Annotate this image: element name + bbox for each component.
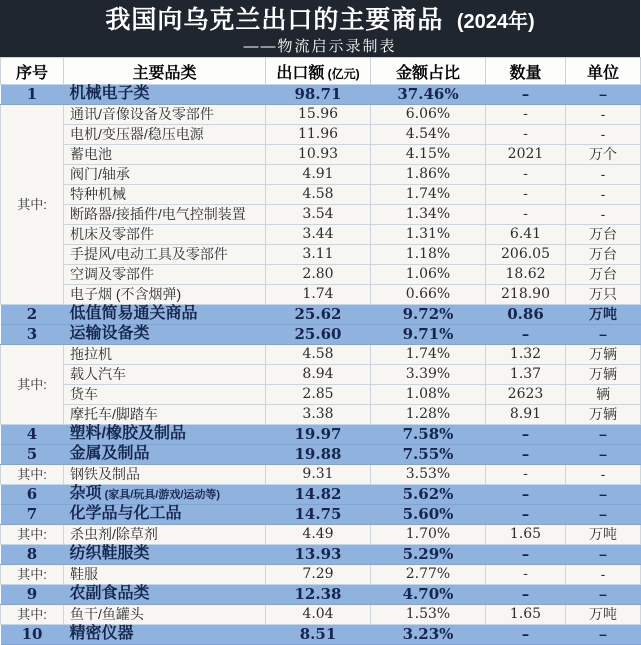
cell-unit: 万只 [566, 285, 641, 305]
cell-category-name: 电子烟 (不含烟弹) [64, 285, 266, 305]
cell-export-amount: 19.97 [266, 425, 371, 445]
title-bar [0, 0, 640, 57]
cell-serial-number: 2 [1, 305, 64, 325]
cell-export-amount: 3.54 [266, 205, 371, 225]
cell-quantity: 2021 [486, 145, 566, 165]
category-row [1, 305, 641, 325]
sub-item-row [1, 345, 641, 365]
col-header-export: 出口额 (亿元) [266, 58, 371, 85]
cell-amount-share: 1.53% [371, 605, 486, 625]
cell-amount-share: 4.15% [371, 145, 486, 165]
cell-quantity: 0.86 [486, 305, 566, 325]
sub-item-row [1, 385, 641, 405]
cell-unit: – [566, 505, 641, 525]
qizhong-label: 其中: [1, 525, 64, 545]
cell-unit: 万台 [566, 265, 641, 285]
cell-amount-share: 5.60% [371, 505, 486, 525]
col-header-unit: 单位 [566, 58, 641, 85]
sub-item-row [1, 105, 641, 125]
cell-export-amount: 12.38 [266, 585, 371, 605]
cell-unit: 万台 [566, 225, 641, 245]
cell-quantity: 206.05 [486, 245, 566, 265]
cell-serial-number: 7 [1, 505, 64, 525]
cell-unit: – [566, 585, 641, 605]
cell-category-name: 通讯/音像设备及零部件 [64, 105, 266, 125]
qizhong-label: 其中: [1, 345, 64, 425]
cell-amount-share: 4.54% [371, 125, 486, 145]
cell-export-amount: 4.49 [266, 525, 371, 545]
cell-amount-share: 7.58% [371, 425, 486, 445]
cell-category-name: 低值简易通关商品 [64, 305, 266, 325]
sub-item-row [1, 565, 641, 585]
cell-serial-number: 5 [1, 445, 64, 465]
cell-export-amount: 8.94 [266, 365, 371, 385]
cell-unit: – [566, 85, 641, 105]
cell-amount-share: 37.46% [371, 85, 486, 105]
cell-export-amount: 13.93 [266, 545, 371, 565]
cell-export-amount: 10.93 [266, 145, 371, 165]
cell-quantity: 18.62 [486, 265, 566, 285]
cell-amount-share: 7.55% [371, 445, 486, 465]
cell-amount-share: 1.18% [371, 245, 486, 265]
cell-category-name: 鞋服 [64, 565, 266, 585]
cell-quantity: – [486, 325, 566, 345]
cell-amount-share: 9.72% [371, 305, 486, 325]
cell-category-name: 电机/变压器/稳压电源 [64, 125, 266, 145]
cell-category-name: 钢铁及制品 [64, 465, 266, 485]
cell-export-amount: 14.75 [266, 505, 371, 525]
cell-quantity: 1.37 [486, 365, 566, 385]
qizhong-label: 其中: [1, 605, 64, 625]
sub-item-row [1, 285, 641, 305]
cell-amount-share: 6.06% [371, 105, 486, 125]
cell-category-name: 杀虫剂/除草剂 [64, 525, 266, 545]
cell-unit: – [566, 425, 641, 445]
cell-amount-share: 5.29% [371, 545, 486, 565]
page-subtitle: ——物流启示录制表 [243, 38, 397, 55]
cell-quantity: – [486, 485, 566, 505]
cell-quantity: - [486, 105, 566, 125]
cell-quantity: 8.91 [486, 405, 566, 425]
cell-export-amount: 11.96 [266, 125, 371, 145]
cell-export-amount: 1.74 [266, 285, 371, 305]
sub-item-row [1, 225, 641, 245]
cell-unit: 辆 [566, 385, 641, 405]
category-row [1, 625, 641, 645]
cell-quantity: – [486, 445, 566, 465]
col-header-category: 主要品类 [64, 58, 266, 85]
qizhong-label: 其中: [1, 105, 64, 305]
cell-unit: - [566, 465, 641, 485]
cell-amount-share: 1.06% [371, 265, 486, 285]
cell-amount-share: 1.34% [371, 205, 486, 225]
cell-unit: 万辆 [566, 365, 641, 385]
cell-category-name: 鱼干/鱼罐头 [64, 605, 266, 625]
cell-category-name: 拖拉机 [64, 345, 266, 365]
cell-amount-share: 9.71% [371, 325, 486, 345]
category-row [1, 445, 641, 465]
cell-export-amount: 25.60 [266, 325, 371, 345]
sub-item-row [1, 205, 641, 225]
cell-category-name: 载人汽车 [64, 365, 266, 385]
sub-item-row [1, 465, 641, 485]
col-header-no: 序号 [1, 58, 64, 85]
cell-export-amount: 4.58 [266, 345, 371, 365]
cell-export-amount: 25.62 [266, 305, 371, 325]
cell-unit: - [566, 205, 641, 225]
cell-category-note: (家具/玩具/游戏/运动等) [101, 489, 221, 502]
cell-unit: - [566, 125, 641, 145]
cell-category-name: 机械电子类 [64, 85, 266, 105]
table-header-row [1, 58, 641, 85]
cell-category-name: 阀门/轴承 [64, 165, 266, 185]
cell-unit: – [566, 625, 641, 645]
cell-category-name: 塑料/橡胶及制品 [64, 425, 266, 445]
category-row [1, 425, 641, 445]
cell-category-name: 机床及零部件 [64, 225, 266, 245]
sub-item-row [1, 405, 641, 425]
export-commodities-table [0, 57, 641, 645]
cell-unit: – [566, 325, 641, 345]
cell-export-amount: 3.38 [266, 405, 371, 425]
cell-quantity: - [486, 565, 566, 585]
cell-export-amount: 4.91 [266, 165, 371, 185]
cell-amount-share: 1.74% [371, 185, 486, 205]
cell-unit: 万吨 [566, 305, 641, 325]
page-title [0, 5, 640, 37]
cell-category-name: 蓄电池 [64, 145, 266, 165]
cell-category-name: 断路器/接插件/电气控制装置 [64, 205, 266, 225]
sub-item-row [1, 605, 641, 625]
category-row [1, 485, 641, 505]
cell-quantity: - [486, 165, 566, 185]
cell-export-amount: 98.71 [266, 85, 371, 105]
sub-item-row [1, 125, 641, 145]
cell-category-name: 杂项 (家具/玩具/游戏/运动等) [64, 485, 266, 505]
cell-quantity: 1.65 [486, 605, 566, 625]
cell-export-amount: 15.96 [266, 105, 371, 125]
col-header-qty: 数量 [486, 58, 566, 85]
cell-quantity: 218.90 [486, 285, 566, 305]
cell-unit: - [566, 185, 641, 205]
cell-serial-number: 8 [1, 545, 64, 565]
cell-category-name: 空调及零部件 [64, 265, 266, 285]
cell-serial-number: 3 [1, 325, 64, 345]
cell-serial-number: 10 [1, 625, 64, 645]
cell-quantity: - [486, 185, 566, 205]
cell-export-amount: 8.51 [266, 625, 371, 645]
cell-category-name: 摩托车/脚踏车 [64, 405, 266, 425]
cell-category-name: 纺织鞋服类 [64, 545, 266, 565]
cell-unit: 万吨 [566, 605, 641, 625]
cell-amount-share: 3.39% [371, 365, 486, 385]
cell-quantity: 2623 [486, 385, 566, 405]
cell-amount-share: 0.66% [371, 285, 486, 305]
cell-amount-share: 2.77% [371, 565, 486, 585]
category-row [1, 585, 641, 605]
cell-amount-share: 1.08% [371, 385, 486, 405]
sub-item-row [1, 365, 641, 385]
col-header-share: 金额占比 [371, 58, 486, 85]
sub-item-row [1, 165, 641, 185]
cell-export-amount: 3.11 [266, 245, 371, 265]
cell-quantity: 1.32 [486, 345, 566, 365]
cell-amount-share: 1.31% [371, 225, 486, 245]
col-header-export-note: (亿元) [324, 66, 360, 81]
cell-unit: 万个 [566, 145, 641, 165]
cell-amount-share: 1.74% [371, 345, 486, 365]
cell-amount-share: 1.28% [371, 405, 486, 425]
cell-quantity: – [486, 85, 566, 105]
cell-unit: – [566, 445, 641, 465]
cell-export-amount: 3.44 [266, 225, 371, 245]
cell-quantity: – [486, 425, 566, 445]
cell-quantity: - [486, 465, 566, 485]
cell-category-name: 运输设备类 [64, 325, 266, 345]
cell-export-amount: 9.31 [266, 465, 371, 485]
cell-amount-share: 5.62% [371, 485, 486, 505]
cell-category-name: 特种机械 [64, 185, 266, 205]
cell-quantity: - [486, 125, 566, 145]
cell-category-name: 手提风/电动工具及零部件 [64, 245, 266, 265]
cell-export-amount: 2.85 [266, 385, 371, 405]
sub-item-row [1, 185, 641, 205]
cell-serial-number: 9 [1, 585, 64, 605]
cell-amount-share: 4.70% [371, 585, 486, 605]
category-row [1, 85, 641, 105]
cell-amount-share: 3.53% [371, 465, 486, 485]
cell-quantity: – [486, 585, 566, 605]
sub-item-row [1, 245, 641, 265]
cell-quantity: 6.41 [486, 225, 566, 245]
cell-serial-number: 6 [1, 485, 64, 505]
cell-serial-number: 1 [1, 85, 64, 105]
cell-unit: – [566, 485, 641, 505]
cell-amount-share: 3.23% [371, 625, 486, 645]
category-row [1, 505, 641, 525]
category-row [1, 325, 641, 345]
cell-quantity: – [486, 545, 566, 565]
cell-category-name: 农副食品类 [64, 585, 266, 605]
sub-item-row [1, 525, 641, 545]
qizhong-label: 其中: [1, 565, 64, 585]
cell-amount-share: 1.70% [371, 525, 486, 545]
cell-export-amount: 7.29 [266, 565, 371, 585]
cell-quantity: – [486, 625, 566, 645]
cell-unit: 万辆 [566, 405, 641, 425]
cell-export-amount: 14.82 [266, 485, 371, 505]
sub-item-row [1, 265, 641, 285]
cell-unit: – [566, 545, 641, 565]
cell-export-amount: 4.04 [266, 605, 371, 625]
cell-unit: - [566, 105, 641, 125]
cell-unit: 万辆 [566, 345, 641, 365]
cell-category-name: 货车 [64, 385, 266, 405]
category-row [1, 545, 641, 565]
page-title-year-value: (2024年) [456, 11, 535, 33]
cell-export-amount: 2.80 [266, 265, 371, 285]
qizhong-label: 其中: [1, 465, 64, 485]
cell-unit: 万台 [566, 245, 641, 265]
cell-category-name: 化学品与化工品 [64, 505, 266, 525]
cell-serial-number: 4 [1, 425, 64, 445]
cell-category-name: 精密仪器 [64, 625, 266, 645]
cell-quantity: - [486, 205, 566, 225]
cell-export-amount: 4.58 [266, 185, 371, 205]
cell-unit: 万吨 [566, 525, 641, 545]
cell-quantity: 1.65 [486, 525, 566, 545]
cell-unit: - [566, 565, 641, 585]
cell-export-amount: 19.88 [266, 445, 371, 465]
cell-category-name: 金属及制品 [64, 445, 266, 465]
cell-unit: - [566, 165, 641, 185]
page-title-text: 我国向乌克兰出口的主要商品 [105, 6, 444, 34]
cell-quantity: – [486, 505, 566, 525]
cell-amount-share: 1.86% [371, 165, 486, 185]
sub-item-row [1, 145, 641, 165]
